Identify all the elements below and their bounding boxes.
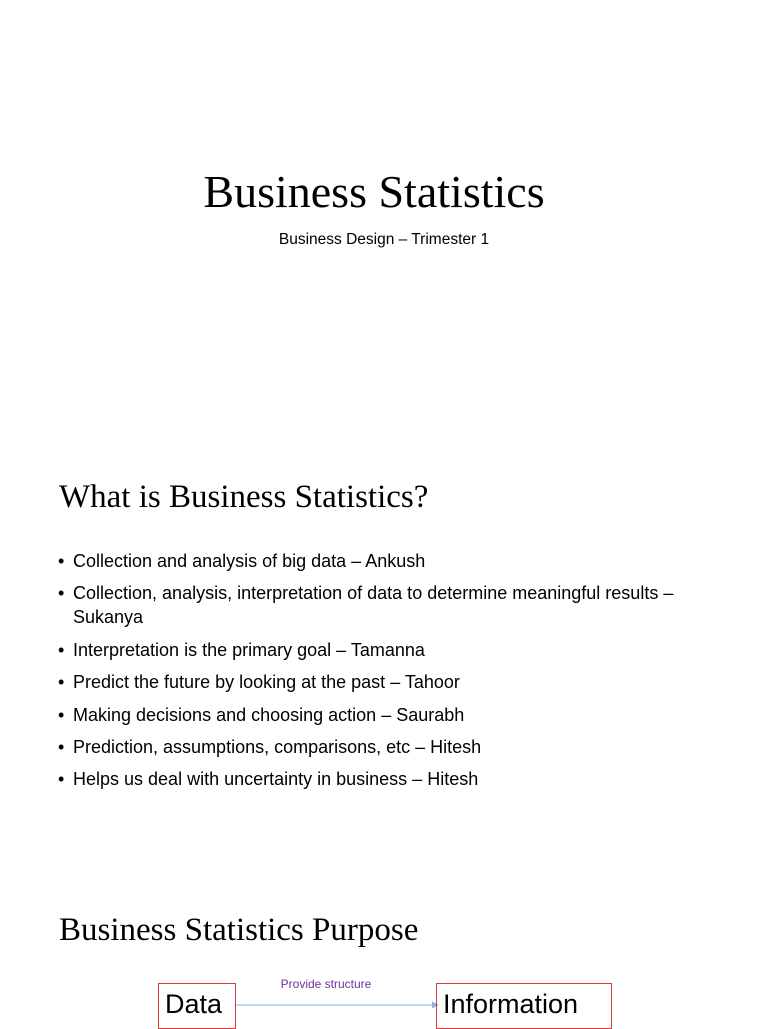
section-title-purpose: Business Statistics Purpose xyxy=(59,912,419,948)
bullet-text: Helps us deal with uncertainty in business – Hitesh xyxy=(73,769,479,790)
slide-subtitle: Business Design – Trimester 1 xyxy=(278,231,490,248)
bullet-item xyxy=(58,735,708,759)
bullet-text: Interpretation is the primary goal – Tamanna xyxy=(73,639,425,660)
slide-title: Business Statistics xyxy=(203,166,545,217)
bullet-item xyxy=(58,703,708,727)
bullet-dot: • xyxy=(58,551,65,571)
bullet-dot: • xyxy=(58,704,65,725)
bullet-item xyxy=(58,549,708,573)
bullet-dot: • xyxy=(58,736,65,757)
information-box: Information xyxy=(436,983,612,1029)
bullet-item xyxy=(58,767,708,791)
arrow-right-icon xyxy=(235,998,439,1012)
bullet-text: Predict the future by looking at the past – Tahoor xyxy=(73,672,460,693)
bullet-text: Collection, analysis, interpretation of data to determine meaningful results – Sukanya xyxy=(73,583,674,628)
bullet-text: Making decisions and choosing action – Saurabh xyxy=(73,704,465,725)
bullet-item xyxy=(58,581,708,629)
bullet-text: Prediction, assumptions, comparisons, etc – Hitesh xyxy=(73,736,482,757)
bullet-text: Collection and analysis of big data – Ankush xyxy=(73,551,426,571)
data-box: Data xyxy=(158,983,236,1029)
bullet-dot: • xyxy=(58,583,65,604)
bullet-item xyxy=(58,670,708,694)
bullet-dot: • xyxy=(58,672,65,693)
arrow-label: Provide structure xyxy=(280,977,372,991)
definition-bullet-list xyxy=(58,549,708,800)
section-title-what-is: What is Business Statistics? xyxy=(59,479,429,515)
bullet-dot: • xyxy=(58,769,65,790)
bullet-dot: • xyxy=(58,639,65,660)
bullet-item xyxy=(58,638,708,662)
